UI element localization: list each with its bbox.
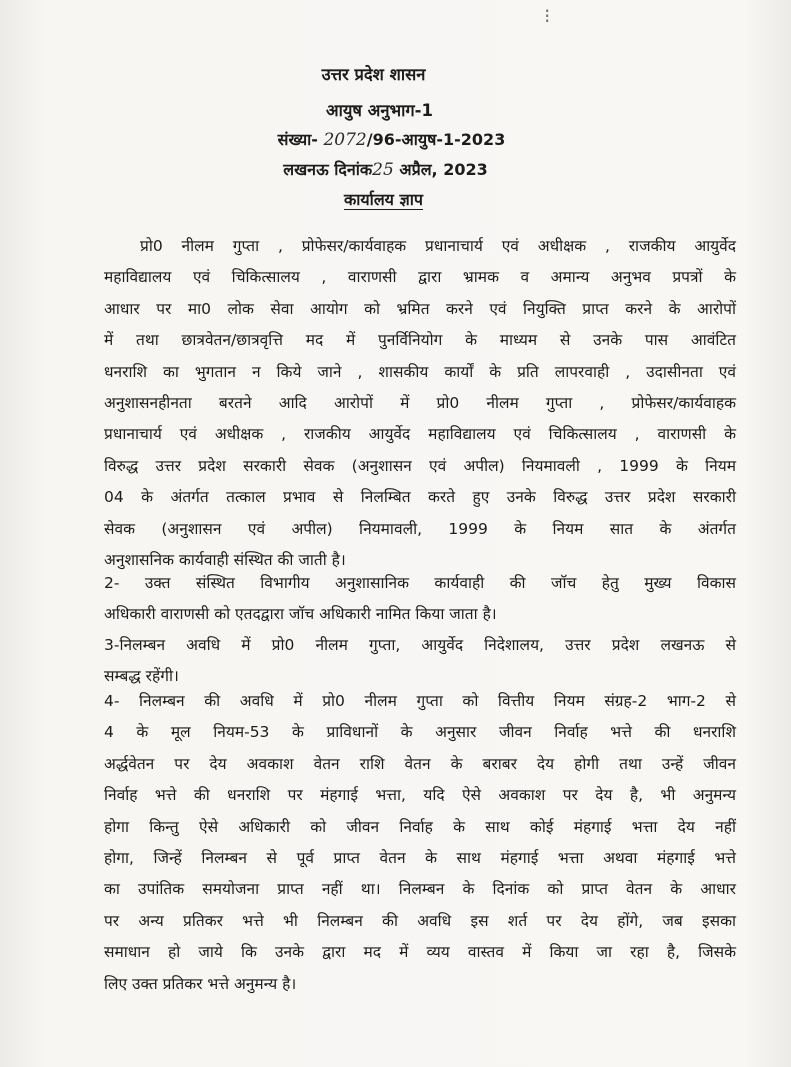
paragraph-line: होगा, जिन्हें निलम्बन से पूर्व प्राप्त वेतन के साथ मंहगाई भत्ता अथवा मंहगाई भत्ते xyxy=(104,848,736,867)
paragraph-line: अनुशासनहीनता बरतने आदि आरोपों में प्रो0 नीलम गुप्ता , प्रोफेसर/कार्यवाहक xyxy=(104,393,736,412)
paragraph-line: अधिकारी वाराणसी को एतदद्वारा जॉच अधिकारी नामित किया जाता है। xyxy=(104,605,497,624)
paragraph-line: 4- निलम्बन की अवधि में प्रो0 नीलम गुप्ता को वित्तीय नियम संग्रह-2 भाग-2 से xyxy=(104,692,736,710)
place-date-prefix: लखनऊ दिनांक xyxy=(283,160,373,179)
paragraph-line: 04 के अंतर्गत तत्काल प्रभाव से निलम्बित करते हुए उनके विरुद्ध उत्तर प्रदेश सरकारी xyxy=(104,488,736,507)
paragraph-line: 3-निलम्बन अवधि में प्रो0 नीलम गुप्ता, आयुर्वेद निदेशालय, उत्तर प्रदेश लखनऊ से xyxy=(104,636,736,654)
corner-mark: ⁝ xyxy=(544,4,551,28)
paragraph-line: महाविद्यालय एवं चिकित्सालय , वाराणसी द्वारा भ्रामक व अमान्य अनुभव प्रपत्रों के xyxy=(104,268,736,287)
reference-number xyxy=(0,128,787,150)
paragraph-line: पर अन्य प्रतिकर भत्ते भी निलम्बन की अवधि इस शर्त पर देय होंगे, जब इसका xyxy=(104,911,736,930)
handwritten-date: 25 xyxy=(372,160,394,180)
paragraph-line: का उपांतिक समयोजना प्राप्त नहीं था। निलम्बन के दिनांक को प्राप्त वेतन के आधार xyxy=(104,880,736,899)
memo-title-text: कार्यालय ज्ञाप xyxy=(343,190,424,209)
place-date xyxy=(0,158,781,180)
government-heading: उत्तर प्रदेश शासन xyxy=(321,65,426,84)
paragraph-line: प्रधानाचार्य एवं अधीक्षक , राजकीय आयुर्वेद महाविद्यालय एवं चिकित्सालय , वाराणसी के xyxy=(104,425,736,444)
paragraph-line: सम्बद्ध रहेंगी। xyxy=(104,667,179,686)
paragraph-line: 2- उक्त संस्थित विभागीय अनुशासानिक कार्यवाही की जॉच हेतु मुख्य विकास xyxy=(104,574,736,592)
paragraph-line: समाधान हो जाये कि उनके द्वारा मद में व्यय वास्तव में किया जा रहा है, जिसके xyxy=(104,943,736,962)
memo-title xyxy=(0,188,779,210)
paragraph-line: लिए उक्त प्रतिकर भत्ते अनुमन्य है। xyxy=(104,974,297,993)
paragraph-line: सेवक (अनुशासन एवं अपील) नियमावली, 1999 के नियम सात के अंतर्गत xyxy=(104,519,736,538)
paragraph-line: 4 के मूल नियम-53 के प्राविधानों के अनुसार जीवन निर्वाह भत्ते की धनराशि xyxy=(104,723,736,742)
place-date-suffix: अप्रैल, 2023 xyxy=(399,160,488,179)
paragraph-2 xyxy=(104,568,736,631)
paragraph-line: होगा किन्तु ऐसे अधिकारी को जीवन निर्वाह के साथ कोई मंहगाई भत्ता देय नहीं xyxy=(104,817,736,836)
paragraph-line: अर्द्धवेतन पर देय अवकाश वेतन राशि वेतन के बराबर देय होगी तथा उन्हें जीवन xyxy=(104,754,736,773)
paragraph-3 xyxy=(104,630,736,693)
paragraph-line: आधार पर मा0 लोक सेवा आयोग को भ्रमित करने एवं नियुक्ति प्राप्त करने के आरोपों xyxy=(104,299,736,318)
paragraph-line: अनुशासनिक कार्यवाही संस्थित की जाती है। xyxy=(104,550,346,569)
reference-number-suffix: /96-आयुष-1-2023 xyxy=(366,130,506,149)
paragraph-4 xyxy=(104,686,736,1000)
paragraph-1 xyxy=(104,231,736,576)
handwritten-number: 2072 xyxy=(323,130,367,150)
paragraph-line: में तथा छात्रवेतन/छात्रवृत्ति मद में पुनर्विनियोग के माध्यम से उनके पास आवंटित xyxy=(104,331,736,350)
paragraph-line: धनराशि का भुगतान न किये जाने , शासकीय कार्यों के प्रति लापरवाही , उदासीनता एवं xyxy=(104,362,736,381)
paragraph-line: प्रो0 नीलम गुप्ता , प्रोफेसर/कार्यवाहक प्रधानाचार्य एवं अधीक्षक , राजकीय आयुर्वेद xyxy=(140,237,736,255)
paragraph-line: विरुद्ध उत्तर प्रदेश सरकारी सेवक (अनुशासन एवं अपील) नियमावली , 1999 के नियम xyxy=(104,456,736,475)
paragraph-line: निर्वाह भत्ते की धनराशि पर मंहगाई भत्ता, यदि ऐसे अवकाश पर देय है, भी अनुमन्य xyxy=(104,786,736,805)
reference-number-prefix: संख्या- xyxy=(277,130,318,149)
section-heading: आयुष अनुभाग-1 xyxy=(326,101,433,120)
